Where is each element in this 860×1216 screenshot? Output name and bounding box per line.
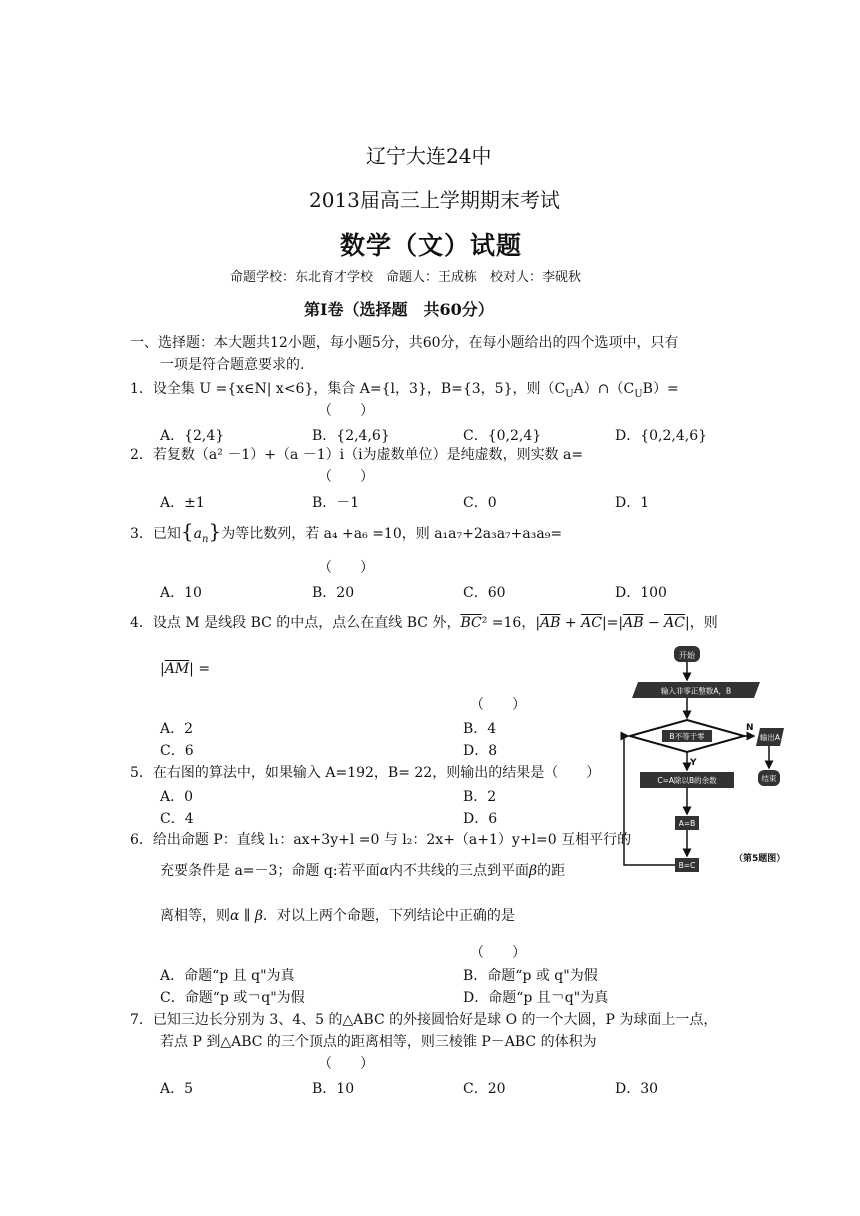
flowchart-yes-label: Y <box>690 758 697 768</box>
flowchart-caption: （第5题图） <box>734 854 786 864</box>
q3-answer-blank: （ ） <box>318 560 374 576</box>
q2-option-d: D．1 <box>615 495 650 511</box>
q2-option-c: C．0 <box>463 495 497 511</box>
flowchart-figure <box>618 636 818 886</box>
q5-stem: 5．在右图的算法中，如果输入 A=192，B= 22，则输出的结果是（ ） <box>130 765 601 781</box>
q1-option-b: B．{2,4,6} <box>312 428 390 444</box>
q3-stem: 3．已知$\{a_n\}$为等比数列，若 a₄ +a₆ =10，则 a₁a₇+2a₃a₇+a₃a₉= <box>130 519 563 545</box>
flowchart-step3-label: B=C <box>678 861 696 870</box>
q4-option-d: D．8 <box>463 743 498 759</box>
q5-option-a: A．0 <box>160 789 194 805</box>
q5-option-d: D．6 <box>463 811 498 827</box>
q7-option-b: B．10 <box>312 1081 355 1097</box>
flowchart-step1-label: C=A除以B的余数 <box>657 776 717 785</box>
q2-option-a: A．±1 <box>160 495 205 511</box>
flowchart-decision-label: B不等于零 <box>669 732 705 741</box>
flowchart-output-label: 输出A <box>759 733 781 742</box>
q1-option-d: D．{0,2,4,6} <box>615 428 708 444</box>
q7-stem-line-1: 7．已知三边长分别为 3、4、5 的△ABC 的外接圆恰好是球 O 的一个大圆，P 为球面上一点， <box>130 1012 718 1028</box>
q3-option-a: A．10 <box>160 585 202 601</box>
q1-option-c: C．{0,2,4} <box>463 428 542 444</box>
q7-stem-line-2: 若点 P 到△ABC 的三个顶点的距离相等，则三棱锥 P－ABC 的体积为 <box>160 1034 597 1050</box>
q4-stem-am: $|\overline{AM}|$ = <box>160 661 211 677</box>
q5-option-c: C．4 <box>160 811 194 827</box>
q7-option-c: C．20 <box>463 1081 506 1097</box>
q2-stem: 2．若复数（a² －1）+（a －1）i（i为虚数单位）是纯虚数，则实数 a= <box>130 447 584 463</box>
flowchart-start-label: 开始 <box>679 651 695 660</box>
q6-option-b: B．命题“p 或 q"为假 <box>463 968 598 984</box>
q6-option-c: C．命题“p 或￢q"为假 <box>160 990 305 1006</box>
q1-stem: 1．设全集 U ={x∈N| x<6}，集合 A={l，3}，B={3，5}，则$(C_UA)\cap(C_UB)=$ <box>130 381 679 400</box>
q6-option-d: D．命题“p 且￢q"为真 <box>463 990 609 1006</box>
q4-stem: 4．设点 M 是线段 BC 的中点，点么在直线 BC 外，$\overline{BC}^2 =16$，$|\overline{AB} + \overline{AC}|=|\overline{AB} - \overline{AC}|$，则 <box>130 615 718 631</box>
q4-option-c: C．6 <box>160 743 194 759</box>
q1-answer-blank: （ ） <box>318 403 374 419</box>
exam-title: 2013届高三上学期期末考试 <box>309 188 560 212</box>
flowchart-no-label: N <box>746 723 754 733</box>
q3-option-b: B．20 <box>312 585 355 601</box>
q4-answer-blank: （ ） <box>470 697 526 713</box>
q6-answer-blank: （ ） <box>470 945 526 961</box>
q3-option-d: D．100 <box>615 585 667 601</box>
school-name: 辽宁大连24中 <box>366 144 492 168</box>
instructions-line-2: 一项是符合题意要求的. <box>160 357 305 373</box>
q2-option-b: B．－1 <box>312 495 360 511</box>
flowchart-input-label: 输入非零正整数A，B <box>660 686 732 696</box>
subject-title: 数学（文）试题 <box>340 231 523 260</box>
flowchart-end-label: 结束 <box>761 774 777 783</box>
q6-stem-line-3: 离相等，则α ∥ β．对以上两个命题，下列结论中正确的是 <box>160 908 515 924</box>
q6-stem-line-1: 6．给出命题 P：直线 l₁：ax+3y+l =0 与 l₂：2x+（a+1）y+l=0 互相平行的 <box>130 832 632 848</box>
q6-stem-line-2: 充要条件是 a=－3；命题 q:若平面α内不共线的三点到平面β的距 <box>160 863 566 879</box>
section-heading: 第Ⅰ卷（选择题 共60分） <box>304 300 494 319</box>
q3-option-c: C．60 <box>463 585 506 601</box>
flowchart-step2-label: A=B <box>678 819 696 828</box>
instructions-line-1: 一、选择题：本大题共12小题，每小题5分，共60分，在每小题给出的四个选项中，只有 <box>130 335 679 351</box>
q2-answer-blank: （ ） <box>318 469 374 485</box>
q5-option-b: B．2 <box>463 789 497 805</box>
credits-line: 命题学校：东北育才学校 命题人：王成栋 校对人：李砚秋 <box>230 270 582 285</box>
q7-option-a: A．5 <box>160 1081 194 1097</box>
q7-answer-blank: （ ） <box>318 1056 374 1072</box>
q6-option-a: A．命题“p 且 q"为真 <box>160 968 295 984</box>
q1-option-a: A．{2,4} <box>160 428 225 444</box>
q4-option-a: A．2 <box>160 721 194 737</box>
q4-option-b: B．4 <box>463 721 497 737</box>
q7-option-d: D．30 <box>615 1081 659 1097</box>
